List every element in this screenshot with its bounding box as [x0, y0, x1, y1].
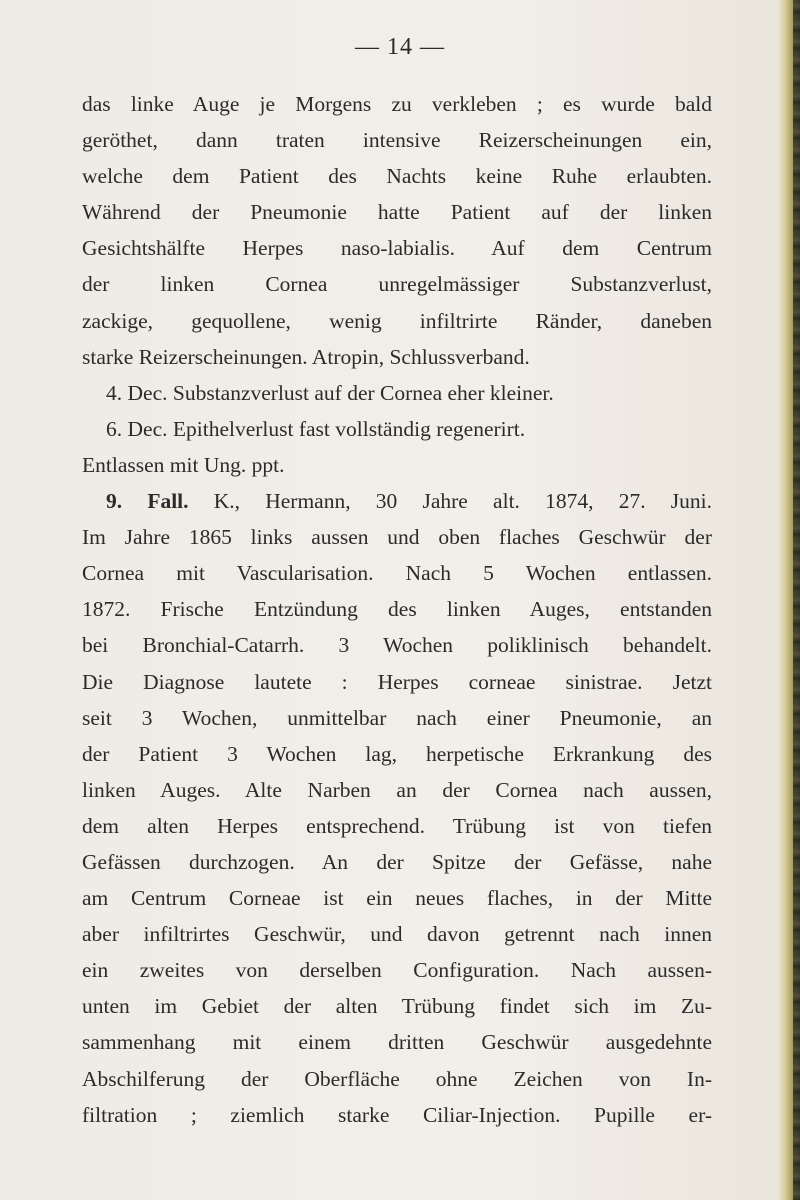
- body-text: [82, 86, 712, 1133]
- text-line: unten im Gebiet der alten Trübung findet sich im Zu-: [82, 994, 712, 1019]
- text-line: der linken Cornea unregelmässiger Substanzverlust,: [82, 272, 712, 297]
- text-line: geröthet, dann traten intensive Reizerscheinungen ein,: [82, 128, 712, 153]
- text-line: seit 3 Wochen, unmittelbar nach einer Pneumonie, an: [82, 705, 712, 730]
- text-line: welche dem Patient des Nachts keine Ruhe erlaubten.: [82, 164, 712, 189]
- text-line: filtration ; ziemlich starke Ciliar-Injection. Pupille er-: [82, 1102, 712, 1127]
- text-line: Im Jahre 1865 links aussen und oben flaches Geschwür der: [82, 525, 712, 550]
- page-edge-binding: [793, 0, 800, 1200]
- text-line: 1872. Frische Entzündung des linken Auges, entstanden: [82, 597, 712, 622]
- text-line: starke Reizerscheinungen. Atropin, Schlussverband.: [82, 344, 530, 369]
- text-line: der Patient 3 Wochen lag, herpetische Erkrankung des: [82, 741, 712, 766]
- text-line: ein zweites von derselben Configuration. Nach aussen-: [82, 958, 712, 983]
- page-number: — 14 —: [355, 34, 445, 60]
- text-line: Die Diagnose lautete : Herpes corneae sinistrae. Jetzt: [82, 669, 712, 694]
- text-line: Gesichtshälfte Herpes naso-labialis. Auf dem Centrum: [82, 236, 712, 261]
- text-line: Entlassen mit Ung. ppt.: [82, 452, 285, 477]
- text-line: aber infiltrirtes Geschwür, und davon getrennt nach innen: [82, 922, 712, 947]
- text-line: das linke Auge je Morgens zu verkleben ; es wurde bald: [82, 92, 712, 116]
- text-line: zackige, gequollene, wenig infiltrirte Ränder, daneben: [82, 308, 712, 333]
- text-line: 4. Dec. Substanzverlust auf der Cornea eher kleiner.: [106, 380, 554, 405]
- case-label: 9. Fall.: [106, 489, 189, 514]
- text-line: Während der Pneumonie hatte Patient auf der linken: [82, 200, 712, 225]
- text-line: dem alten Herpes entsprechend. Trübung ist von tiefen: [82, 813, 712, 838]
- text-line: Gefässen durchzogen. An der Spitze der Gefässe, nahe: [82, 849, 712, 874]
- text-line: am Centrum Corneae ist ein neues flaches, in der Mitte: [82, 886, 712, 911]
- text-line: Abschilferung der Oberfläche ohne Zeichen von In-: [82, 1066, 712, 1091]
- text-line: 6. Dec. Epithelverlust fast vollständig regenerirt.: [106, 416, 526, 441]
- text-line: bei Bronchial-Catarrh. 3 Wochen poliklinisch behandelt.: [82, 633, 712, 658]
- text-line: [82, 483, 712, 519]
- text-line-content: K., Hermann, 30 Jahre alt. 1874, 27. Juni.: [188, 489, 712, 514]
- text-line: Cornea mit Vascularisation. Nach 5 Wochen entlassen.: [82, 561, 712, 586]
- text-line: linken Auges. Alte Narben an der Cornea nach aussen,: [82, 777, 712, 802]
- text-line: sammenhang mit einem dritten Geschwür ausgedehnte: [82, 1030, 712, 1055]
